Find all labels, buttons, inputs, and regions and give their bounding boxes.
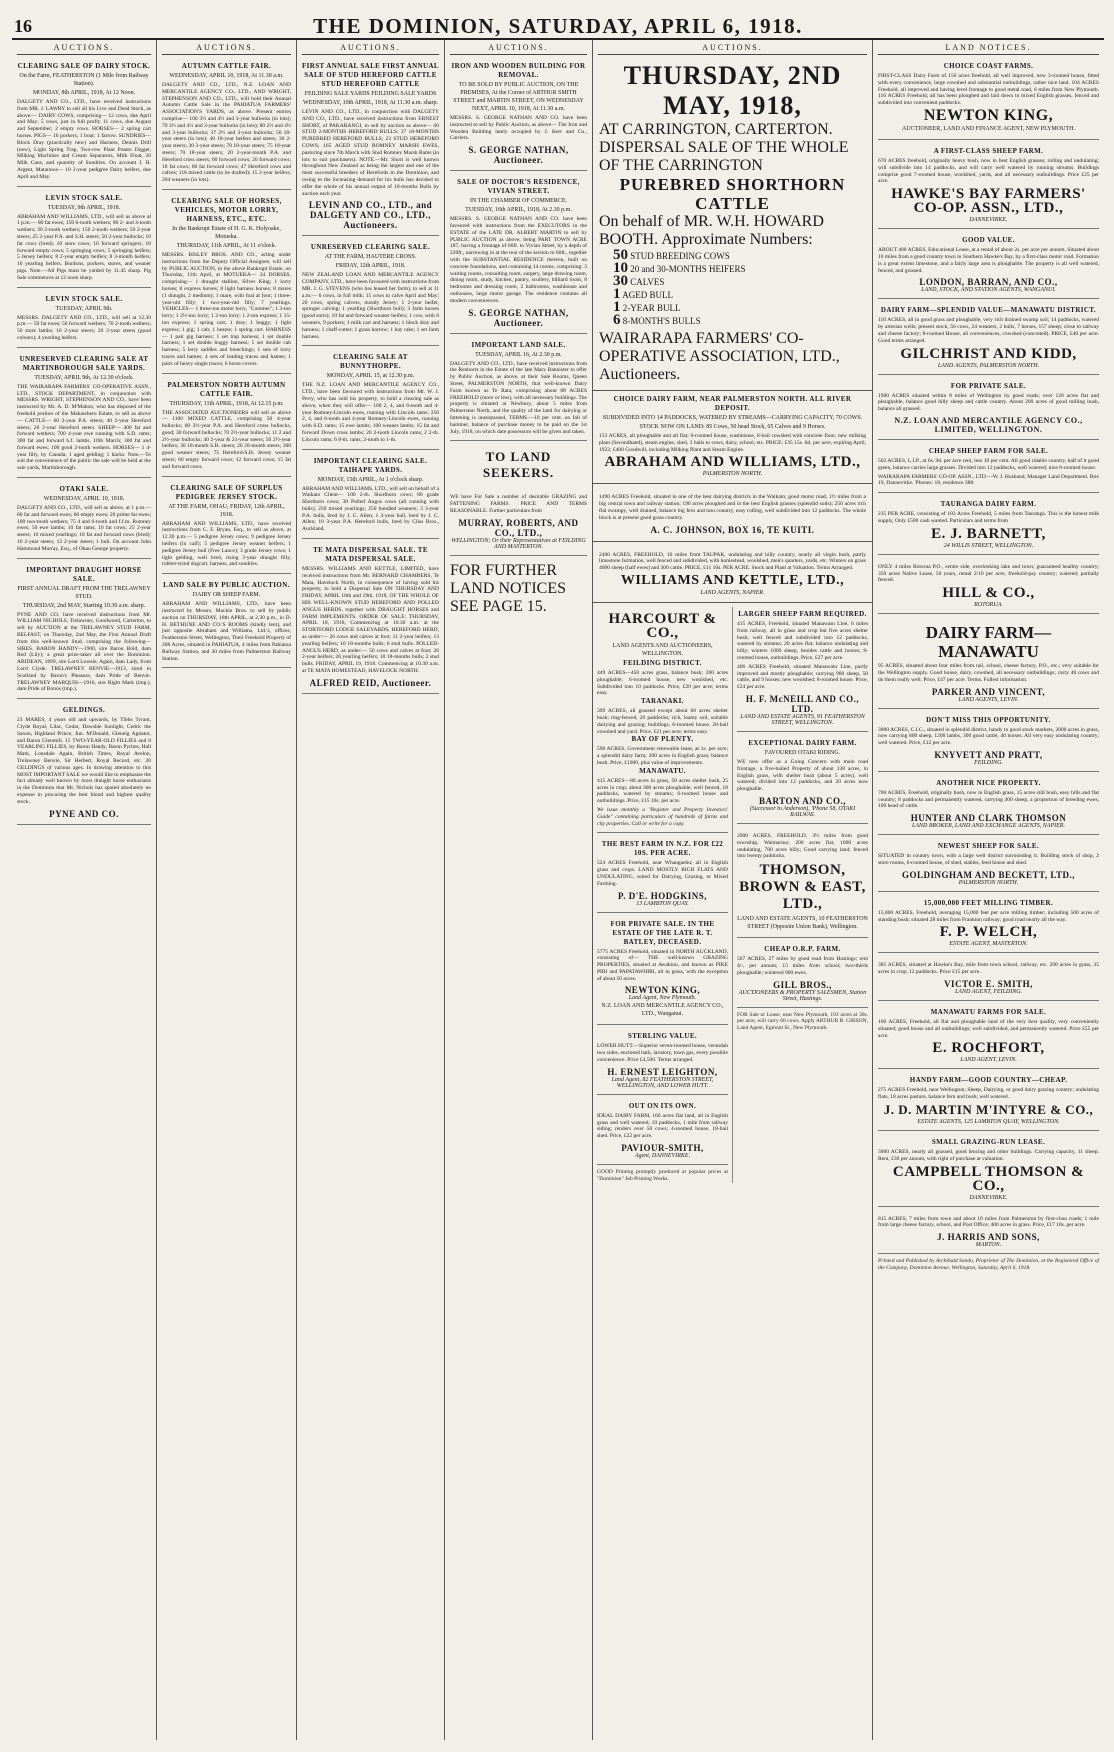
ad-heading: LEVIN STOCK SALE. xyxy=(45,294,123,303)
land-seekers-firm: MURRAY, ROBERTS, AND CO., LTD., xyxy=(458,517,579,538)
gilchrist-location: LAND AGENTS, PALMERSTON NORTH. xyxy=(937,362,1040,369)
manawatu-farms-heading: MANAWATU FARMS FOR SALE. xyxy=(930,1008,1047,1017)
newton-king-location: Land Agent, New Plymouth. xyxy=(628,995,697,1002)
dairy-heading: CHOICE DAIRY FARM, NEAR PALMERSTON NORTH. ALL RIVER DEPOSIT. xyxy=(613,395,852,412)
auction-ad xyxy=(17,563,151,700)
tauranga-ad xyxy=(878,497,1099,555)
plenty-body: 590 ACRES, Government renewable lease, at 1s. per acre; a splendid dairy farm; 200 acres in English grass; balance bush. Price, £1000, plus value of improvements. xyxy=(597,746,728,766)
column-7 xyxy=(873,40,1104,1740)
auction-ad xyxy=(17,292,151,348)
auction-ad xyxy=(162,378,291,477)
taranaki-heading: TARANAKI. xyxy=(641,697,684,706)
ad-body: THE N.Z. LOAN AND MERCANTILE AGENCY CO., LTD., have been favoured with instructions from Mr. W. J. Perry, who has sold his property, to hold a clearing sale as above, when they will offer— 100 2, 4, and 6-tooth and 4-year Romney-Lincoln ewes, running with Lincoln rams; 250 2, 4, and 6-tooth and 4-year Romney-Lincoln ewes, running with S.D. rams; 15 ewe lambs; 100 weaner lambs; 15 fat and forward Down cross lambs; 20 2-tooth Lincoln rams; 2 2-th. Lincoln rams; 6 8-th. rams, 2-tooth to 1-th. xyxy=(302,382,439,443)
ad-heading: IMPORTANT CLEARING SALE. TAIHAPE YARDS. xyxy=(313,456,428,474)
auction-ad xyxy=(450,59,587,171)
out-on-its-own-body: IDEAL DAIRY FARM, 160 acres flat land, all in English grass and well watered, 10 paddocks, 1 mile from railway siding; renders over 50 cows; 4-roomed house, 18-bail shed. Price, £22 per acre. xyxy=(597,1112,728,1140)
ad-heading: SALE OF DOCTOR'S RESIDENCE, VIVIAN STREET. xyxy=(457,178,580,196)
column-5 xyxy=(593,607,733,1183)
welch-location: ESTATE AGENT, MASTERTON. xyxy=(949,941,1028,948)
sterling-body: LOWER HUTT.—Superior seven-roomed house, verandah two sides, enclosed bath, lavatory, town gas, every possible convenience. Price £4,500. Terms arranged. xyxy=(597,1043,728,1064)
ad-heading: IRON AND WOODEN BUILDING FOR REMOVAL. xyxy=(451,62,586,79)
ad-body: THE ASSOCIATED AUCTIONEERS will sell as above— 1100 MIXED CATTLE, comprising 50 4-year bullocks; 60 3½-year P.A. and Hereford cross bullocks, good; 30 forward bullocks; 70 2½-year bullocks; 11 2 and 2½-year bullocks; 40 2-year & 21-year steers; 50 2½-year heifers; 30 18-month S.H. steers; 20 20-month steers; 300 good weaner steers; 75 Hereford-S.H. Jersey weaner steers; 60 empty forward cows; 12 forward cows; 15 fat and forward cows. xyxy=(162,409,291,470)
manawatu-dairy-ad xyxy=(878,618,1099,708)
auction-ad xyxy=(302,59,439,236)
lot-row: 30 CALVES xyxy=(613,273,665,289)
newest-heading: NEWEST SHEEP FOR SALE. xyxy=(937,842,1040,851)
ad-body: MESSRS. DALGETY AND CO., LTD., will sell at 12.30 p.m.— 50 fat ewes; 50 forward wethers; 70 2-tooth wethers; 50 store lambs; 16 2-year steers; 20 2-year steers (good colours); 4 yearling heifers. xyxy=(17,314,151,341)
land-seekers-heading: TO LAND SEEKERS. xyxy=(482,449,555,481)
lot-row: 1 AGED BULL xyxy=(613,286,673,302)
auction-ad xyxy=(17,352,151,478)
timber-heading: 15,000,000 FEET MILLING TIMBER. xyxy=(923,898,1054,907)
land-seekers-location: WELLINGTON; Or their Representatives at FEILDING AND MASTERTON. xyxy=(451,537,586,550)
plenty-heading: BAY OF PLENTY. xyxy=(631,735,694,744)
ad-date: MONDAY, APRIL 15, at 12.30 p.m. xyxy=(326,373,415,380)
auction-ad xyxy=(17,59,151,187)
small-grazing-heading: SMALL GRAZING-RUN LEASE. xyxy=(931,1138,1046,1147)
martin-location: ESTATE AGENTS, 125 LAMBTON QUAY, WELLINGTON. xyxy=(917,1119,1060,1126)
handy-farm-ad xyxy=(878,1073,1099,1131)
rochfort-location: LAND AGENT, LEVIN. xyxy=(960,1057,1017,1064)
sale-location: AT CARRINGTON, CARTERTON. xyxy=(599,121,833,138)
ad-subheading: DAIRY OR SHEEP FARM. xyxy=(192,592,261,599)
ad-body: DALGETY AND CO., LTD., have received instructions from MR. J. LAWRY to sell all his Live and Dead Stock, as above:— DAIRY COWS, comprising— 12 cows, due April and May; 5 cows, just in full profit; 11 cows, due August and September; 2 empty cows. HORSES— 2 spring cart horses. PIGS— 16 porkers; 1 boar; 1 farrow. SUNDRIES— Block Dray (practically new) and Harness, Dennis Drill (new), Light Spring Trap, Two-row Plant Potato Digger, Milking Machines and Cream Separators, Milk Float, 20 Milk Cans, and quantity of Sundries. On account J. H. Argent, Matarawa— 10 2-year pedigree Dairy heifers, due April and May. xyxy=(17,99,151,180)
columns xyxy=(12,40,1104,1740)
paviour-firm: PAVIOUR-SMITH, xyxy=(621,1143,704,1154)
lot-row: 50 STUD BREEDING COWS xyxy=(613,247,730,263)
column-3 xyxy=(297,40,445,1740)
mixed-body: 385 ACRES, situated at Hawke's Bay, mile from town school, railway, etc. 200 acres in grass, 35 acres in crop; 12 paddocks. Price £15 per acre. xyxy=(878,962,1099,976)
wk-firm: WILLIAMS AND KETTLE, LTD., xyxy=(620,572,845,588)
leighton-location: Land Agent, 82 FEATHERSTON STREET, WELLINGTON, AND LOWER HUTT. xyxy=(611,1076,714,1089)
leighton-firm: H. ERNEST LEIGHTON, xyxy=(607,1066,718,1077)
cheap-orp-heading: CHEAP O.R.P. FARM. xyxy=(764,945,841,954)
ad-body: NEW ZEALAND LOAN AND MERCANTILE AGENCY COMPANY, LTD., have been favoured with instructions from MR. J. G. STEVENS (who has leased her farm), to sell at 11 a.m.— 6 cows, in full milk; 15 cows to calve April and May; 20 cows, spring calvers, mostly Jersey; 1 2-year heifer, springer calving; 1 yearling (Shorthorn bull); 3 farm horses (good sorts); 10 fat and forward weaner heifers; 1 cow, with 8 weaners, 9 porkers; 1 milk cart and harness; 1 block dray and harness; 1 chaff-cutter; 1 grass harrow; 1 hay rake; 1 set farm harness. xyxy=(302,272,439,340)
ad-body: LEVIN AND CO., LTD., in conjunction with DALGETY AND CO., LTD., have received instructions from ERNEST SHORT, of PAKARANGI, to sell by auction as above— 60 STUD 2-MONTHS HEREFORD BULLS; 37 18-MONTHS PUREBRED HEREFORD BULLS; 23 STUD HEREFORD COWS; 165 AGED STUD ROMNEY MARSH EWES, pasturing since 7th March with Stud Romney Marsh Rams (in lots to suit purchasers). NOTE.—Mr. Short is well known throughout New Zealand as being the largest and one of the most successful breeders of Herefords in the Dominion, and owing to the increasing demand for his bulls has decided to offer the whole of his annual output of 18-months Bulls by auction each year. xyxy=(302,109,439,197)
welch-firm: F. P. WELCH, xyxy=(939,924,1038,941)
london-location: LAND, STOCK, AND STATION AGENTS, WANGANUI. xyxy=(921,287,1056,294)
ad-heading: LEVIN STOCK SALE. xyxy=(45,193,123,202)
hawkes-firm: HAWKE'S BAY FARMERS' CO-OP. ASSN., LTD., xyxy=(891,186,1086,217)
exceptional-heading: EXCEPTIONAL DAIRY FARM. xyxy=(748,738,857,747)
ad-body: ABRAHAM AND WILLIAMS, LTD., will sell on behalf of a Waikato Client— 100 2-th. Shorthorn cows; 80 grade Shorthorn cows; 30 Polled Angus cows (all running with bulls); 250 mixed yearlings; 250 bundled weaners; 3 3-year P.A. bulls, bred by J. C. Allen; 1 3-year bull, bred by J. C. Allen; 10 3-year P.A. Hereford bulls, bred by Cliss Bros., Auckland. xyxy=(302,485,439,533)
manawatu-dairy-body: 95 ACRES, situated about four miles from rail, school, cheese factory, P.O., etc.; very suitable for the Wellington supply. Good house, dairy, cowshed, all necessary outbuildings; carry 40 cows and do them really well. Price, £47 per acre. Terms. Fullest information. xyxy=(878,663,1099,683)
harcourt-firm: HARCOURT & CO., xyxy=(608,610,717,641)
dairy-subheading: SUBDIVIDED INTO 14 PADDOCKS, WATERED BY STREAMS—CARRYING CAPACITY, 70 COWS. xyxy=(602,415,863,421)
exceptional-body: WE now offer as a Going Concern with main road frontage, a five-bailed Property of about 138 acres, in English grass, with shelter bush (about 5 acres), well watered; divided into 12 paddocks, and 20 acres now ploughable. xyxy=(737,758,868,793)
ad-heading: PALMERSTON NORTH AUTUMN CATTLE FAIR. xyxy=(167,380,286,398)
ad-heading: GELDINGS. xyxy=(62,706,106,715)
ad-heading: UNRESERVED CLEARING SALE. xyxy=(310,243,431,252)
hunter-firm: HUNTER AND CLARK THOMSON xyxy=(910,813,1067,824)
ad-date: FRIDAY, 12th APRIL, 1918. xyxy=(335,263,406,270)
good-value-body: ABOUT 400 ACRES, Educational Lease, at a rental of about 2s. per acre per annum. Situated about 10 miles from a good country town in Southern Hawke's Bay, by a first-class motor road. Formation is a great extent limestone, and a fairly large area is ploughable. The property is all well watered, fenced, and grassed. xyxy=(878,247,1099,274)
ad-date: WEDNESDAY, APRIL 10, 1918, At 11.30 a.m. xyxy=(169,73,284,79)
column-1 xyxy=(12,40,157,1740)
aw-firm: ABRAHAM AND WILLIAMS, LTD., xyxy=(604,454,861,471)
manawatu-heading: MANAWATU. xyxy=(639,766,686,775)
coast-farms-ad xyxy=(878,59,1099,140)
hodgkins-location: 13 LAMBTON QUAY. xyxy=(636,900,689,907)
cheap-sheep-ad xyxy=(878,444,1099,493)
cheap-orp-ad xyxy=(737,942,868,1007)
handy-heading: HANDY FARM—GOOD COUNTRY—CHEAP. xyxy=(909,1076,1068,1085)
barton-firm: BARTON AND CO., xyxy=(758,795,847,806)
harcourt-ad xyxy=(597,607,728,833)
ad-date: WEDNESDAY, 10th APRIL, 1918, At 11.30 a.m. sharp. xyxy=(302,100,439,106)
london-firm: LONDON, BARRAN, AND CO., xyxy=(919,277,1058,288)
private-sale-heading-7: FOR PRIVATE SALE. xyxy=(950,381,1027,390)
ad-subheading: In the Bankrupt Estate of H. G. K. Holyoake, Motueka. xyxy=(172,225,281,240)
another-property-ad xyxy=(878,776,1099,835)
lot-row: 6 8-MONTH'S BULLS xyxy=(613,312,701,328)
ad-firm: S. GEORGE NATHAN, Auctioneer. xyxy=(468,307,569,328)
goldingham-firm: GOLDINGHAM AND BECKETT, LTD., xyxy=(901,869,1076,880)
ad-heading: UNRESERVED CLEARING SALE AT MARTINBOROUGH SALE YARDS. xyxy=(19,354,149,372)
sale-breed: PUREBRED SHORTHORN CATTLE xyxy=(619,175,846,213)
rochfort-firm: E. ROCHFORT, xyxy=(932,1040,1045,1057)
newest-sheep-ad xyxy=(878,839,1099,892)
lease-ad: FOR Sale or Lease, near New Plymouth, 193 acres at 30s. per acre, will carry 60 cows. Apply ARTHUR B. GIBSON, Land Agent, Egmont St., New Plymouth. xyxy=(737,1011,868,1032)
martin-firm: J. D. MARTIN M'INTYRE & CO., xyxy=(883,1102,1094,1118)
ad-date: WEDNESDAY, APRIL 10, 1918. xyxy=(43,496,125,503)
auction-ad xyxy=(17,191,151,288)
column-2 xyxy=(157,40,297,1740)
ad-date: AT THE FARM, OHAU, FRIDAY, 12th APRIL, 1918. xyxy=(168,503,285,518)
farm-1490-ad xyxy=(593,488,872,541)
auction-ad xyxy=(162,194,291,374)
splendid-heading: DAIRY FARM—SPLENDID VALUE—MANAWATU DISTRICT. xyxy=(880,306,1097,315)
dont-miss-ad xyxy=(878,713,1099,772)
ad-firm: ALFRED REID, Auctioneer. xyxy=(309,677,432,688)
goldingham-location: PALMERSTON NORTH. xyxy=(958,879,1019,886)
ad-heading: FIRST ANNUAL SALE FIRST ANNUAL SALE OF STUD HEREFORD CATTLE STUD HEREFORD CATTLE xyxy=(302,62,439,88)
auction-ad xyxy=(450,175,587,333)
ad-body: DALGETY AND CO., LTD., have received instructions from the Renborrs in the Estate of the late Mary Bannister to offer by Public Auction, as above, at their Sale Rooms, Queen Street, PALMERSTON NORTH, that well-known Dairy Farm known as Te Rata, comprising about 88 ACRES FREEHOLD (more or less), with all necessary buildings. The property is situated at Newbury, about 5 miles from Palmerston North, and the quality of the land for dairying or fattening is unsurpassed. TERMS.—10 per cent. on fall of hammer, balance of purchase money to be paid on the 1st July, 1918, on which date possession will be given and taken. xyxy=(450,360,587,435)
newspaper-title: THE DOMINION, SATURDAY, APRIL 6, 1918. xyxy=(313,14,803,38)
wk-location: LAND AGENTS, NAPIER. xyxy=(700,589,765,596)
lot-count: 50 xyxy=(613,247,628,263)
ad-subheading: On the Farm, FEATHERSTON (1 Mile from Railway Station). xyxy=(19,73,149,87)
splendid-body: 110 ACRES, all in good grass and ploughable, very rich drained swamp soil; 14 paddocks, watered by artesian wells; present stock, 56 cows, 24 weaners, 2 bulls, 7 horses, 157 sheep; close to railway and cheese factory; 8-roomed House, all conveniences, cowshed (concreted). PRICE, £40 per acre. Good terms arranged. xyxy=(878,317,1099,344)
masthead xyxy=(12,6,1104,40)
johnson-firm: A. C. JOHNSON, BOX 16, TE KUITI. xyxy=(650,524,815,535)
ad-body: MESSRS. BISLEY BROS. AND CO., acting under instructions from the Deputy Official Assignee, will sell by PUBLIC AUCTION, in the above Bankrupt Estate, on Thursday, 11th April, at MOTUEKA— 34 DORSES, comprising— 1 draught stallion, Silver King; 1 lorry horses; 8 express horses; 8 light harness horses; 8 mares (1 draught, 2 medium); 1 mare, with foal at foot; 1 three-year-old filly; 1 two-year-old filly; 7 yearlings. VEHICLES— 1 three-ton motor lorry, "Commer"; 1 3-ton lorry; 1 2½-ton lorry; 1 2-ton lorry; 1 2-ton express; 1 15-ton express; 1 spring cart; 1 dray; 1 buggy; 1 light express; 1 gig; 1 cab; 1 hearse; 1 spring cart. HARNESS— 1 pair gig harness; 1 set trap harness; 1 set double harness; 1 set double buggy harness; 1 set double cab harness; 5 lorry saddles and breechings; 1 sets of lorry traces and hames; 4 sets of leading traces and hames; 1 pairs of heavy single traces; 6 horse covers. xyxy=(162,251,291,367)
aw-location: PALMERSTON NORTH. xyxy=(702,471,763,478)
handy-body: 275 ACRES Freehold, near Wellington; Sheep, Dairying, or good dairy grazing country; undulating flats, 10 acres pasture, balance fern and bush; well watered. xyxy=(878,1087,1099,1101)
larger-sheep-heading: LARGER SHEEP FARM REQUIRED. xyxy=(738,609,867,618)
sale-date: THURSDAY, 2ND MAY, 1918, xyxy=(623,61,842,120)
harris-location: MARTON. xyxy=(975,1242,1002,1249)
newton-king-firm-7: NEWTON KING, xyxy=(923,106,1054,124)
harcourt-sub: LAND AGENTS AND AUCTIONEERS, WELLINGTON. xyxy=(612,642,713,657)
rotorua-body: ONLY 4 miles Rotorua P.O., centre side, overlooking lake and town; guaranteed healthy country; 350 acres Native Lease, 50 years, rental 2/10 per acre, freehold-pay country; watered; partially fenced. xyxy=(878,563,1099,584)
auction-ad xyxy=(17,482,151,559)
out-on-its-own-ad xyxy=(597,1099,728,1165)
gill-firm: GILL BROS., xyxy=(773,979,832,990)
harris-firm: J. HARRIS AND SONS, xyxy=(937,1232,1040,1243)
auction-ad xyxy=(450,338,587,442)
ad-date: MONDAY, 15th APRIL, At 1 o'clock sharp. xyxy=(317,476,424,483)
auction-ad xyxy=(162,481,291,575)
cheap-sheep-body: 502 ACRES, L.I.P., at 6s. 9d. per acre rent, less 10 per cent. All good ridable country, half of it good green, balance carries large grasses. Divided into 12 paddocks, well watered; nice 8-roomed house. xyxy=(878,457,1099,471)
ad-heading: CLEARING SALE OF SURPLUS PEDIGREE JERSEY STOCK. xyxy=(170,483,283,501)
barnett-location: 24 WILLIS STREET, WELLINGTON. xyxy=(943,542,1034,549)
farm-2900-body: 2900 ACRES, FREEHOLD, 3½ miles from good township, Waimarino; 200 acres flat, 1000 acres undulating, 700 acres hilly; Good carrying land; fenced into twenty paddocks. xyxy=(737,832,868,860)
feilding-heading: FEILDING DISTRICT. xyxy=(623,658,702,667)
ad-firm: PYNE AND CO. xyxy=(49,808,119,819)
coast-heading: CHOICE COAST FARMS. xyxy=(943,62,1034,70)
tauranga-heading: TAURANGA DAIRY FARM. xyxy=(940,500,1037,509)
lot-count: 30 xyxy=(613,273,628,289)
sale-behalf: On behalf of MR. W.H. HOWARD BOOTH. Approximate Numbers: xyxy=(599,213,824,248)
smith-firm: VICTOR E. SMITH, xyxy=(944,979,1033,990)
newton-king-sub-7: AUCTIONEER, LAND AND FINANCE AGENT, NEW PLYMOUTH. xyxy=(901,125,1075,132)
lot-count: 6 xyxy=(613,312,621,328)
mixed-farm-ad xyxy=(878,957,1099,1001)
ad-body: DALGETY AND CO., LTD., N.Z. LOAN AND MERCANTILE AGENCY CO., LTD., AND WRIGHT, STEPHENSON AND CO., LTD., will hold their Annual Autumn Cattle Sale in the PAHIATUA FARMERS' ASSOCIATION'S YARDS, as above. Present entries comprise— 100 3½ and 4½ and 3-year bullocks (in lots); 70 3½ and 4½ and 3-year bullocks (in lots); 80 2½ and 4½ and 3-year bullocks; 37 2½ and 3-year bullocks; 50 18-year steers (in lots); 40 18-year heifers and steers; 30 2-year steers; 30 3-year steers; 70 18-year steers; 75 18-year steers; 70 18-year steers; 20 2-year-month P.A. and Hereford cross steers; 60 forward cows; 20 forward cows; 18 fat cows; 60 fat forward cows; 47 Hereford cows and calves; 116 mixed cattle (to be drafted); 15 2-year heifers; 204 weaners (in lots). xyxy=(162,82,291,184)
small-grazing-ad xyxy=(878,1135,1099,1207)
good-value-ad xyxy=(878,233,1099,299)
thomson-location: LAND AND ESTATE AGENTS, 10 FEATHERSTON STREET (Opposite Union Bank), Wellington. xyxy=(737,916,868,931)
sheep-farm-ad xyxy=(878,144,1099,229)
ad-body: ABRAHAM AND WILLIAMS, LTD., will sell as above at 1 p.m.— 80 fat ewes; 150 6-tooth wethers; 80 2- and 4-tooth wethers; 30 2-tooth wethers; 150 2-tooth wethers; 50 2-year steers; 25 2-year P.A. and S.H. steers; 50 2-year bullocks; 10 fat cows (bred); 10 store cows; 10 forward springers; 10 forward empty cows; 5 springing cows; 5 springing heifers; 5 Jersey heifers; 8 2-year empty heifers; 8 3-month heifers; 10 yearling heifers. Bonfons, porkers, stores, and weaner pigs. Note.—All Pigs must be yarded by 11.45 sharp. Pig Sale commences at 12 noon sharp. xyxy=(17,213,151,281)
ad-firm: LEVIN AND CO., LTD., and DALGETY AND CO., LTD., Auctioneers. xyxy=(308,200,433,231)
lot-row: 1 2-YEAR BULL xyxy=(613,299,681,315)
ad-date: TUESDAY, APRIL 9th. xyxy=(55,305,113,312)
dont-miss-heading: DON'T MISS THIS OPPORTUNITY. xyxy=(926,715,1051,724)
sale-auctioneers: WAIRARAPA FARMERS' CO-OPERATIVE ASSOCIATION, LTD., Auctioneers. xyxy=(599,330,840,383)
column-6 xyxy=(733,607,872,1183)
column-head: AUCTIONS. xyxy=(450,43,587,55)
ad-date: MONDAY, 8th APRIL, 1918, At 12 Noon. xyxy=(32,90,136,96)
manawatu-body: 415 ACRES—80 acres in grass, 50 acres shelter bush, 25 acres in crop; about 300 acres ploughable, well fenced, 18 paddocks, watered by streams; 6-roomed house and outbuildings. Price, £15 10s. per acre. xyxy=(597,777,728,805)
imprint: Printed and Published by Archibald Sando, Proprietor of The Dominion, at the Registered Office of the Company, Dominion Avenue, Wellington, Saturday, April 6, 1918. xyxy=(878,1258,1099,1272)
farm-1490-body: 1490 ACRES Freehold, situated in one of the best dairying districts in the Waikato; good motor road; 1½ miles from a big central town and railway station; 190 acres ploughed and in the best English grasses (splendid soils); 250 acres rich flat swampy, well drained, balance big fern and tutu country, easy rolling, well subdivided into 12 paddocks. The whole block is at present good grass country. xyxy=(599,494,866,521)
auction-ad xyxy=(302,350,439,449)
paviour-location: Agent, DANNEVIRKE. xyxy=(634,1153,691,1160)
ad-date: THURSDAY, 2nd MAY, Starting 10.30 a.m. sharp. xyxy=(22,602,146,609)
private-sale-body-7: 1900 ACRES situated within 8 miles of Wellington by good roads; over 120 acres flat and ploughable, balance good hilly sheep and cattle country. About 200 acres of good milling bush, balance all grassed. xyxy=(878,392,1099,413)
ad-date: TUESDAY, APRIL 16, At 2.30 p.m. xyxy=(475,351,562,358)
ad-subheading: IN THE CHAMBER OF COMMERCE. xyxy=(469,198,568,205)
ad-body: 23 MARES, 4 years old and upwards, by Tibbs Tyrant, Clyde Royal, Lilac, Cedar, Dawshie Sunlight, Cedric the Saxon, Highland Prince, Jun. M'Donald, Glenelg Agitator, and Baron Glenmill. 15 TWO-YEAR-OLD FILLIES and 8 YEARLING FILLIES, by Baron Handy, Baron Pyrites, Hall Mark, Lonsdale Again, British Times, Royal Avelon, Trelawney Benvie, Sir Herbert, Royal Record, etc. 20 GELDINGS of various ages. In drawing attention to this MOST IMPORTANT SALE we would like to emphasise the fact already well known by most draught horse enthusiasts in the Dominion that Mr. Nichols has spared absolutely no expense in procuring the best blood and highest quality stock. xyxy=(17,717,151,805)
ad-date: TUESDAY, 16th APRIL, 1918, At 2.30 p.m. xyxy=(465,207,572,214)
ad-firm: S. GEORGE NATHAN, Auctioneer. xyxy=(468,145,569,166)
ad-body: ABRAHAM AND WILLIAMS, LTD., have received instructions from C. F. Bryan, Esq., to sell as above, at 12.30 p.m.— 5 pedigree Jersey cows; 9 pedigree Jersey heifers (in calf); 5 pedigree Jersey weaner heifers; 1 pedigree Jersey bull (Free Lance); 3 grade Jersey cows; 1 light gelding, well bred, rising 3-year draught filly, rubber-tyred dogcart, harness, and sundries. xyxy=(162,520,291,568)
lot-list xyxy=(599,249,866,327)
barton-location: (Successor to Anderson), 'Phone 58, OTAKI RAILWAY. xyxy=(749,805,856,818)
nzloan-firm-7: N.Z. LOAN AND MERCANTILE AGENCY CO., LIMITED, WELLINGTON. xyxy=(894,415,1083,434)
smith-location: LAND AGENT, FEILDING. xyxy=(954,989,1023,996)
auction-ad xyxy=(162,578,291,668)
private-sale-ad-7 xyxy=(878,379,1099,440)
ad-heading: CLEARING SALE OF DAIRY STOCK. xyxy=(17,62,151,70)
lot-count: 1 xyxy=(613,286,621,302)
farm-2400-body: 2400 ACRES, FREEHOLD, 10 miles from TAUPAK, undulating and hilly country, nearly all virgin bush, partly limestone formation, well fenced and subdivided, with homestead, woolshed, men's quarters, yards, etc. Winters on grass 4000 sheep (half ewes) and 300 cattle. PRICE, £11 10s. PER ACRE. Stock and Plant at Valuation. Terms Arranged. xyxy=(599,551,866,572)
column-head: AUCTIONS. xyxy=(162,43,291,55)
small-grazing-body: 3000 ACRES, nearly all grassed, good fencing and other buildings. Carrying capacity, 11 sheep. Rent, £30 per annum, with right of purchase at valuation. xyxy=(878,1149,1099,1162)
auction-ad xyxy=(302,240,439,346)
feilding-body: 449 ACRES—450 acres grass, balance bush; 200 acres ploughable; 6-roomed house, new woolshed, etc. Subdivided into 10 paddocks. Price, £20 per acre; terms easy. xyxy=(597,669,728,697)
lot-count: 10 xyxy=(613,260,628,276)
private-sale-body: 5775 ACRES Freehold, situated in NORTH AUCKLAND, consisting of— THE well-known GRAZING PROPERTIES, situated at Awakino, and known as PIKE PIRI and PAPATAWHIRI, all in grass, with the exception of about 50 acres. xyxy=(597,948,728,982)
rotorua-ad xyxy=(878,559,1099,614)
ad-heading: IMPORTANT DRAUGHT HORSE SALE. xyxy=(26,565,142,583)
tauranga-body: 235 PER ACRE, consisting of 103 Acres Freehold, 5 miles from Tauranga. This is the honest milk supply, Only £500 cash wanted. Particulars and terms from xyxy=(878,511,1099,524)
manawatu-farms-ad xyxy=(878,1005,1099,1069)
another-body: 700 ACRES, Freehold, originally bush, now in English grass, 15 acres still bush, easy hills and flat country; 8 paddocks and permanently watered, carrying 400 sheep, a proportion of breeding ewes, 100 head of cattle. xyxy=(878,789,1099,810)
ad-subheading: AT THE FARM, HAUTERE CROSS. xyxy=(324,254,417,261)
column-head: AUCTIONS. xyxy=(17,43,151,55)
land-notices-head: LAND NOTICES. xyxy=(878,43,1099,55)
manawatu-farms-body: 160 ACRES, Freehold, all flat and ploughable land of the very best quality, very conveniently situated; good house and all outbuildings; well subdivided, and permanently watered. Price £55 per acre. xyxy=(878,1019,1099,1039)
exceptional-dairy-ad xyxy=(737,736,868,824)
ad-date: THURSDAY, 11th APRIL, At 11 o'clock. xyxy=(176,242,277,249)
splendid-value-ad xyxy=(878,303,1099,374)
harris-ad xyxy=(878,1211,1099,1255)
ad-subheading: FIRST ANNUAL DRAFT FROM THE TRELAWNEY STUD. xyxy=(17,585,151,600)
larger-sheep-body: 415 ACRES, Freehold, situated Manawatu Line, 6 miles from railway, all in grass and crop but five acres shelter bush; well fenced and subdivided into 12 paddocks, watered by streams; 20 acres flat; balance undulating and hilly; winters 1000 sheep, besides cattle and horses; 8-roomed house, outbuildings. Price, £27 per acre. xyxy=(737,620,868,661)
knyvett-firm: KNYVETT AND PRATT, xyxy=(934,749,1043,760)
ad-heading: AUTUMN CATTLE FAIR. xyxy=(181,62,272,70)
gill-location: AUCTIONEERS & PROPERTY SALESMEN, Station Street, Hastings. xyxy=(738,989,867,1002)
ad-heading: CLEARING SALE AT BUNNYTHORPE. xyxy=(333,353,408,371)
ad-date: TUESDAY, 9th APRIL, 1918. xyxy=(47,204,121,211)
campbell-location: DANNEVIRKE. xyxy=(969,1194,1008,1201)
lot-row: 10 20 and 30-MONTHS HEIFERS xyxy=(613,260,746,276)
thomson-firm: THOMSON, BROWN & EAST, LTD., xyxy=(739,862,866,913)
exceptional-sub: FAVOURED OTAKI RIDING. xyxy=(764,749,841,756)
hawkes-location: DANNEVIRKE. xyxy=(969,217,1008,224)
sale-description: DISPERSAL SALE OF THE WHOLE OF THE CARRINGTON xyxy=(599,139,849,174)
cheap-sheep-heading: CHEAP SHEEP FARM FOR SALE. xyxy=(928,446,1049,455)
farm-406-body: 406 ACRES Freehold, situated Manawatu Line, partly improved and mostly ploughable; carrying 900 sheep, 50 cattle, and 9 horses; new woolshed; 8-roomed house. Price, £24 per acre. xyxy=(737,663,868,691)
taranaki-body: 399 ACRES, all grassed except about 60 acres shelter bush; ring-fenced, 20 paddocks; rich, loamy soil, suitable dairying and grazing; buildings, 6-roomed house, 20-bail cowshed and yard. Price, £21 per acre; terms easy. xyxy=(597,708,728,735)
ad-heading: OTAKI SALE. xyxy=(59,485,109,494)
register-note: We issue monthly a "Register and Property Investors' Guide" containing particulars of hundreds of farms and city properties. Call or write for a copy. xyxy=(597,806,728,827)
shorthorn-sale-ad xyxy=(593,59,872,391)
dairy-stock: STOCK NOW ON LAND: 85 Cows, 50 head Stock, 65 Calves and 9 Horses. xyxy=(639,424,826,430)
auction-ad xyxy=(162,59,291,190)
lot-count: 1 xyxy=(613,299,621,315)
auction-ad xyxy=(17,703,151,824)
nzloan-note: N.Z. LOAN AND MERCANTILE AGENCY CO., LTD., Wanganui. xyxy=(601,1003,724,1018)
land-seekers-body: WE have For Sale a number of desirable GRAZING and FATTENING FARMS. PRICE AND TERMS REASONABLE. Further particulars from xyxy=(450,494,587,514)
ad-body: PYNE AND CO. have received instructions from Mr. WILLIAM NICHOLS, Trelawney, Goodwood, Carterton, to sell by AUCTION at the TRELAWNEY STUD FARM, BELFAST, on Thursday, 2nd May, the First Annual Draft from this well-known Stud, comprising the following— SIRES. BARON HANDY—1900, sire Baron Bold, dam Red (Lily); a great prize-taker all over the Dominion. ABIDEAN, 1899, sire Lord Lowsie; Again, dam Lady, from Lord Clyde. TRELAWNEY BENVIE—1913, sired in Scotland by Baron's Pleasure, dam Pride of Benvie. TRELAWNEY MARQUIS—1916, sire Right Mark (imp.), dam Pride of Bonos (imp.). xyxy=(17,611,151,693)
ad-body: THE WAIRARAPA FARMERS' CO-OPERATIVE ASSN., LTD., STOCK DEPARTMENT, in conjunction with MESSRS. WRIGHT, STEPHENSON AND CO., have been instructed by Mr. A. D. M'Mahon, who has disposed of the freehold portion of the Makawhero Estate, to sell as above— CATTLE— 60 2-year P.A. steers; 40 2-year Hereford steers; 20 2-year Hereford steers. SHEEP— 400 fat and forward wethers; 700 4-year ewe running with S.D. rams; 300 fat and forward h.f. lambs, 10th March; 300 fat and forward ewes; 100 good 2-tooth wethers. HORSES— 1 4-year filly, by Canada; 1 aged gelding; 1 hacks. Note.—To suit the convenience of the public the sale will be held at the sale yards, Martinborough. xyxy=(17,383,151,472)
cheap-orp-body: 567 ACRES, 27 miles by good road from Hastings; rent 4/-, per annum; 15 miles from school; two-thirds ploughable; wintered 900 ewes. xyxy=(737,956,868,976)
private-sale-heading: FOR PRIVATE SALE. IN THE ESTATE OF THE LATE R. T. BATLEY, DECEASED. xyxy=(610,919,715,946)
barnett-firm: E. J. BARNETT, xyxy=(931,525,1046,542)
wfca-note: WAIRARAPA FARMERS' CO-OP. ASSN., LTD.—W. I. Husband, Manager Land Department. Box 19, Dannevirke. 'Phones: 18, residence 388. xyxy=(878,473,1099,487)
wide-column-head: AUCTIONS. xyxy=(598,43,867,55)
ad-subheading: TO BE SOLD BY PUBLIC AUCTION, ON THE PREMISES, At the Corner of ARTHUR SMITH STREET and MARTIN STREET, ON WEDNESDAY NEXT, APRIL 10, 1918, At 11.30 a.m. xyxy=(453,82,584,112)
ad-date: THURSDAY, 11th APRIL, 1918, At 12.15 p.m. xyxy=(169,400,284,407)
hodgkins-firm: P. D'E. HODGKINS, xyxy=(618,890,707,901)
another-heading: ANOTHER NICE PROPERTY. xyxy=(936,778,1041,787)
out-on-its-own-heading: OUT ON ITS OWN. xyxy=(628,1101,697,1110)
ad-heading: IMPORTANT LAND SALE. xyxy=(471,340,566,349)
page-number: 16 xyxy=(14,16,32,36)
ad-heading: LAND SALE BY PUBLIC AUCTION. xyxy=(163,581,290,590)
parker-location: LAND AGENTS, LEVIN. xyxy=(958,696,1019,703)
knyvett-location: FEILDING. xyxy=(974,759,1003,766)
mcneill-location: LAND AND ESTATE AGENTS, 91 FEATHERSTON STREET, WELLINGTON. xyxy=(740,713,865,726)
newton-king-firm: NEWTON KING, xyxy=(624,985,701,996)
ad-body: DALGETY AND CO., LTD., will sell as above, at 1 p.m.— 60 fat and forward ewes; 60 empty ewes; 20 prime fat ewes; 100 two-tooth wethers; 75 4 and 6-tooth and f.f.m. Romney ewes; 50 ewe lambs; 10 fat rams; 10 fat cows; 25 2-year steers; 10 mixed yearlings; 10 fat and forward cows (bred); 10 2-year steers; 12 2-year steers; 1 bull. On account John Hammond Murray, Esq., of Ohau George property. xyxy=(17,505,151,552)
gilchrist-firm: GILCHRIST AND KIDD, xyxy=(900,345,1077,362)
best-farm-body: 524 ACRES Freehold, near Whangaehu; all in English grass and crops. LAND MOSTLY RICH FLATS AND UNDULATING, suited for Dairying, Grazing, or Mixed Farming. xyxy=(597,860,728,887)
sterling-ad xyxy=(597,1029,728,1094)
further-notices-footer: FOR FURTHER LAND NOTICES SEE PAGE 15. xyxy=(450,561,566,615)
ad-body: MESSRS. WILLIAMS AND KETTLE, LIMITED, have received instructions from Mr. BERNARD CHAMBERS, Te Mata, Havelock North, in consequence of having sold his property, to hold a Dispersal Sale ON THURSDAY AND FRIDAY, APRIL 18th and 19th, 1918, OF THE WHOLE OF HIS WELL-KNOWN STUD HEREFORD AND POLLED ANGUS HERDS, together with DRAUGHT HORSES and FARM IMPLEMENTS. ORDER OF SALE: THURSDAY, APRIL 18, 1918, Commencing at 10.30 a.m. at the STORTFORD LODGE SALEYARDS, HEREFORD HERD, as under:— 26 cows and calves at foot; 11 2-year heifers; 13 yearling heifers; 10 18-months bulls; 6 stud bulls. POLLED-ANGUS HERD, as under:— 50 cows and calves at foot; 26 2-year heifers; 26 yearling heifers; 10 18-months bulls; 2 stud bulls. FRIDAY, APRIL 19, 1918. Commencing at 10.30 a.m. at TE MATA HOMESTEAD, HAVELOCK NORTH. xyxy=(302,566,439,675)
larger-sheep-ad xyxy=(737,607,868,732)
column-4 xyxy=(445,40,593,1740)
ad-date: TUESDAY, APRIL 9th, At 12.30 o'clock. xyxy=(34,374,134,381)
hill-location: ROTORUA. xyxy=(974,602,1003,609)
harris-body: 815 ACRES, 7 miles from town and about 10 miles from Palmerston by first-class roads; 1 mile from large cheese factory, school, and Post Office; 400 acres in grass. Price, £17 10s. per acre. xyxy=(878,1215,1099,1229)
private-sale-ad xyxy=(597,917,728,1026)
ad-subheading: FEILDING SALE YARDS FEILDING SALE YARDS xyxy=(304,91,437,97)
dairy-body: 153 ACRES, all ploughable and all flat; 6-roomed house, washhouse, 8-bail cowshed with concrete floor, new milking plant (Secondhand), steam engine, shed, 3 bails to cows, dairy, school, etc. PRICE: £35 15s. 6d. per acre, expiring April, 1922; £400 Goodwill, including Milking Plant and Steam Engine. xyxy=(599,433,866,453)
farm-2400-ad xyxy=(593,546,872,603)
manawatu-dairy-heading: DAIRY FARM—MANAWATU xyxy=(925,623,1052,662)
ad-heading: CLEARING SALE OF HORSES, VEHICLES, MOTOR LORRY, HARNESS, ETC., ETC. xyxy=(171,196,282,223)
hill-firm: HILL & CO., xyxy=(942,585,1035,602)
sterling-heading: STERLING VALUE. xyxy=(627,1032,698,1041)
best-farm-heading: THE BEST FARM IN N.Z. FOR £22 10S. PER ACRE. xyxy=(601,840,724,858)
hunter-location: LAND BROKER, LAND AND EXCHANGE AGENTS, NAPIER. xyxy=(912,823,1065,830)
lower-twin-columns xyxy=(593,607,872,1183)
farm-2900-ad xyxy=(737,828,868,938)
dont-miss-body: 3000 ACRES, C.I.C., situated in splendid district, handy to good stock markets, 2000 acres in grass, now carrying 800 sheep, 1200 lambs, 300 good cattle, 40 horses. All very easy undulating country; well watered. Price, £12 per acre. xyxy=(878,726,1099,747)
good-value-heading: GOOD VALUE. xyxy=(962,236,1015,245)
dairy-farm-ad xyxy=(593,391,872,484)
ad-body: MESSRS. S. GEORGE NATHAN AND CO. have been favoured with instructions from the EXECUTORS in the ESTATE of the LATE DR. ALBERT MARTIN to sell by PUBLIC AUCTION as above, being PART TOWN ACRE 187, having a frontage of 66ft. to Vivian Street, by a depth of 220ft., narrowing in at the rear of the section to 60ft., together with the SUBSTANTIAL RESIDENCE thereon, built on concrete foundations, and containing 14 rooms, comprising: 3 waiting rooms, consulting room, surgery, large drawing room, dining room, study, kitchen, pantry, scullery, billiard room, 8 bedrooms and dressing room, 2 bathrooms, washhouse and outhouses, large motor garage. The residence contains all modern conveniences. xyxy=(450,216,587,304)
best-farm-ad xyxy=(597,837,728,912)
wide-column xyxy=(593,40,873,1740)
sheep-farm-body: 670 ACRES freehold, originally heavy bush, now in best English grasses; rolling and undulating; will subdivide into 14 paddocks, and will carry well watered by running streams. Buildings comprise good 7-roomed house, woolshed, yards, and all necessary outbuildings. Price £25 per acre. xyxy=(878,157,1099,185)
ad-heading: TE MATA DISPERSAL SALE. TE MATA DISPERSAL SALE. xyxy=(313,546,428,564)
printing-ad: GOOD Printing promptly produced at popular prices at "Dominion" Job Printing Works. xyxy=(597,1169,728,1182)
auction-ad xyxy=(302,454,439,540)
newest-body: SITUATED in country town, with a large well district surrounding it. Building stock of shop, 2 store rooms, 6-roomed house, of shed, stables, feed house and shed. xyxy=(878,853,1099,867)
land-seekers-ad xyxy=(450,489,587,555)
milling-timber-ad xyxy=(878,896,1099,954)
parker-firm: PARKER AND VINCENT, xyxy=(931,686,1046,697)
ad-body: ABRAHAM AND WILLIAMS, LTD., have been instructed by Messrs. Mackie Bros. to sell by public auction on THURSDAY, 18th APRIL, at 2.30 p.m., in D. H. BETHUNE AND CO.'S ROOMS (kindly lent), and just opposite Abraham and Williams, Ltd.'s, offices, Featherston Street, Wellington, Their Freehold Property of 208 Acres, situated in PAHIATUA, 4 miles from Pahiatua Railway Station, and 30 miles from Palmerston Railway Station. xyxy=(162,601,291,662)
column-head: AUCTIONS. xyxy=(302,43,439,55)
sheep-farm-heading: A FIRST-CLASS SHEEP FARM. xyxy=(933,146,1044,155)
timber-body: 15,000 ACRES, Freehold, averaging 15,000 feet per acre milling timber; including 500 acres of standing bush; situated 28 miles from Frankton railway; good road nearly all the way. xyxy=(878,909,1099,923)
campbell-firm: CAMPBELL THOMSON & CO., xyxy=(892,1163,1085,1194)
ad-body: MESSRS. S. GEORGE NATHAN AND CO. have been instructed to sell by Public Auction, as above— The Iron and Wooden Building lately occupied by J. Kerr and Co., Carriers. xyxy=(450,115,587,142)
coast-body: FIRST-CLASS Dairy Farm of 150 acres freehold, all well improved, new 3-roomed house, fitted with every convenience, large cowshed and substantial outbuildings, rather nice land. 104 ACRES Freehold, all improved and having level frontage to good metal road, 6 miles from New Plymouth. 116 ACRES Freehold, all has been ploughed and laid down in mixed English grasses, fenced and subdivided into convenient paddocks. xyxy=(878,73,1099,107)
auction-ad xyxy=(302,543,439,694)
mcneill-firm: H. F. McNEILL AND CO., LTD. xyxy=(745,693,860,714)
